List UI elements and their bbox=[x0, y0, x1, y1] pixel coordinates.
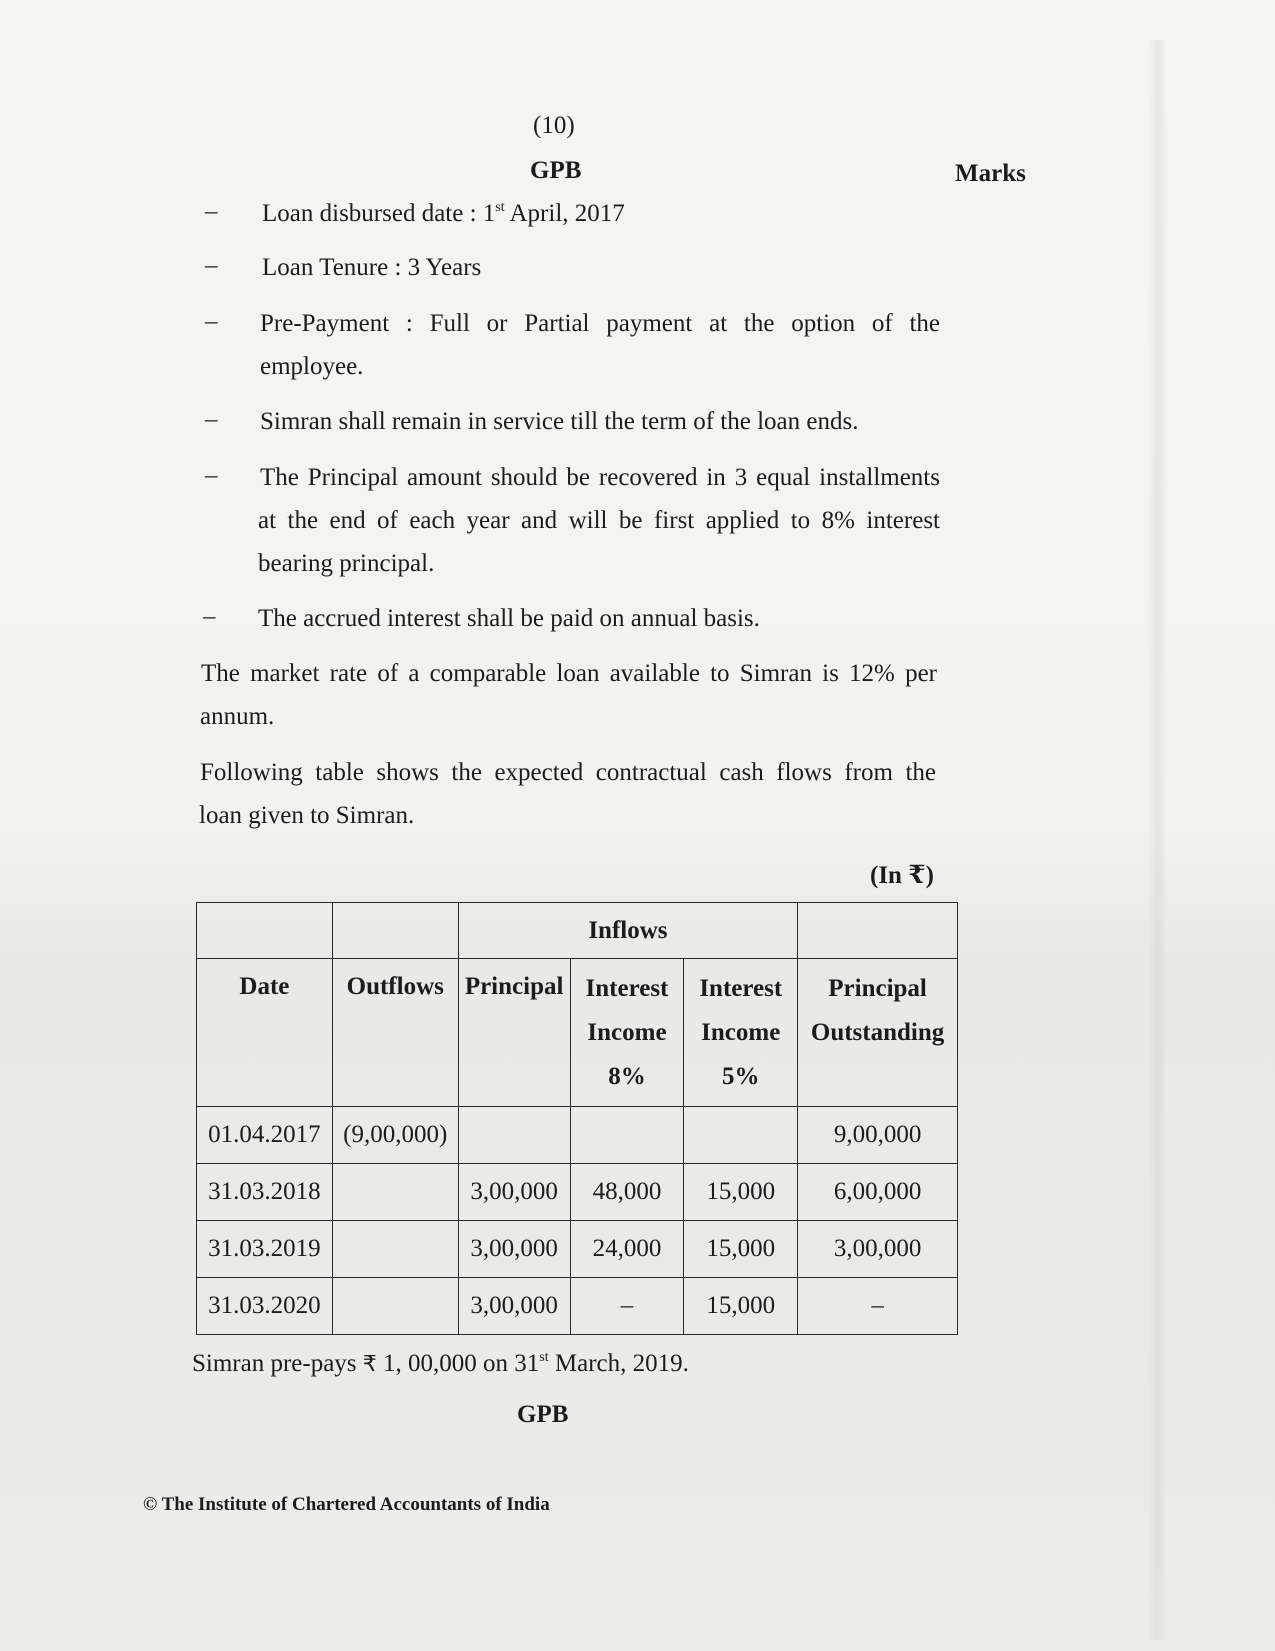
bullet-dash: – bbox=[205, 252, 218, 279]
empty-header-cell bbox=[798, 903, 958, 959]
header-text: Outflows bbox=[346, 973, 444, 1000]
cell-outflows bbox=[332, 1164, 458, 1221]
cell-date: 31.03.2018 bbox=[197, 1164, 333, 1221]
term-disbursed-date bbox=[262, 192, 625, 235]
term-principal-line1: The Principal amount should be recovered in 3 equal installments bbox=[260, 464, 940, 491]
table-row bbox=[197, 1221, 958, 1278]
term-text: April, 2017 bbox=[504, 200, 625, 227]
header-text: 8% bbox=[608, 1063, 646, 1090]
term-service: Simran shall remain in service till the term of the loan ends. bbox=[260, 408, 859, 435]
rupee-symbol: ₹ bbox=[362, 1352, 377, 1377]
cell-interest-8: 24,000 bbox=[570, 1221, 684, 1278]
header-text: Income bbox=[701, 1019, 781, 1046]
bullet-dash: – bbox=[205, 462, 218, 489]
note-text: Simran pre-pays bbox=[192, 1350, 363, 1377]
header-text: Interest bbox=[585, 975, 669, 1002]
term-prepayment-line2: employee. bbox=[260, 353, 364, 380]
table-intro-line2: loan given to Simran. bbox=[199, 802, 415, 829]
cell-outstanding: 9,00,000 bbox=[798, 1107, 958, 1164]
marks-label: Marks bbox=[955, 160, 1026, 187]
cell-interest-8 bbox=[570, 1107, 684, 1164]
header-text: Outstanding bbox=[810, 1019, 945, 1046]
bullet-dash: – bbox=[205, 308, 218, 335]
cell-date: 31.03.2020 bbox=[197, 1278, 333, 1335]
header-principal bbox=[458, 959, 570, 1107]
bullet-dash: – bbox=[203, 603, 216, 630]
header-text: Income bbox=[587, 1019, 667, 1046]
copyright-notice: © The Institute of Chartered Accountants of India bbox=[143, 1494, 550, 1515]
header-text: Date bbox=[239, 973, 290, 1000]
cell-principal: 3,00,000 bbox=[458, 1221, 570, 1278]
cell-interest-8: 48,000 bbox=[570, 1164, 684, 1221]
bullet-dash: – bbox=[205, 198, 218, 225]
superscript: st bbox=[539, 1350, 549, 1365]
cell-interest-8: – bbox=[570, 1278, 684, 1335]
inflows-header: Inflows bbox=[458, 903, 797, 959]
paper-code-bottom: GPB bbox=[517, 1401, 569, 1428]
cell-outflows bbox=[332, 1278, 458, 1335]
cell-outstanding: 6,00,000 bbox=[798, 1164, 958, 1221]
cell-interest-5: 15,000 bbox=[684, 1164, 798, 1221]
cell-principal: 3,00,000 bbox=[458, 1164, 570, 1221]
header-text: 5% bbox=[722, 1063, 760, 1090]
cell-principal: 3,00,000 bbox=[458, 1278, 570, 1335]
cell-interest-5: 15,000 bbox=[684, 1278, 798, 1335]
note-text: 1, 00,000 on 31 bbox=[376, 1350, 540, 1377]
cell-interest-5: 15,000 bbox=[684, 1221, 798, 1278]
superscript: st bbox=[495, 200, 505, 215]
cell-date: 01.04.2017 bbox=[197, 1107, 333, 1164]
table-row bbox=[197, 1107, 958, 1164]
cell-outstanding: – bbox=[798, 1278, 958, 1335]
cell-outstanding: 3,00,000 bbox=[798, 1221, 958, 1278]
table-row bbox=[197, 1278, 958, 1335]
market-rate-line2: annum. bbox=[200, 703, 275, 730]
term-text: Loan disbursed date : 1 bbox=[262, 200, 496, 227]
table-group-header-row bbox=[197, 903, 958, 959]
header-interest-8 bbox=[570, 959, 684, 1107]
header-text: Principal bbox=[828, 975, 927, 1002]
header-text: Interest bbox=[699, 975, 783, 1002]
bullet-dash: – bbox=[205, 406, 218, 433]
table-intro-line1: Following table shows the expected contractual cash flows from the bbox=[200, 759, 936, 786]
cell-principal bbox=[458, 1107, 570, 1164]
header-date bbox=[197, 959, 333, 1107]
table-header-row bbox=[197, 959, 958, 1107]
header-text: Principal bbox=[464, 973, 564, 1000]
term-prepayment-line1: Pre-Payment : Full or Partial payment at the option of the bbox=[260, 310, 940, 337]
cell-outflows bbox=[332, 1221, 458, 1278]
table-unit: (In ₹) bbox=[870, 862, 934, 889]
empty-header-cell bbox=[197, 903, 333, 959]
cell-interest-5 bbox=[684, 1107, 798, 1164]
page-number: (10) bbox=[533, 112, 575, 139]
market-rate-line1: The market rate of a comparable loan available to Simran is 12% per bbox=[201, 660, 937, 687]
note-text: March, 2019. bbox=[548, 1350, 689, 1377]
page-edge-shadow bbox=[1147, 40, 1165, 1640]
header-interest-5 bbox=[684, 959, 798, 1107]
term-accrued-interest: The accrued interest shall be paid on annual basis. bbox=[258, 605, 760, 632]
cell-date: 31.03.2019 bbox=[197, 1221, 333, 1278]
table-row bbox=[197, 1164, 958, 1221]
paper-code-top: GPB bbox=[530, 157, 582, 184]
cash-flow-table bbox=[196, 902, 958, 1335]
term-principal-line2: at the end of each year and will be first applied to 8% interest bbox=[258, 507, 940, 534]
empty-header-cell bbox=[332, 903, 458, 959]
term-loan-tenure: Loan Tenure : 3 Years bbox=[262, 254, 482, 281]
header-outflows bbox=[332, 959, 458, 1107]
term-principal-line3: bearing principal. bbox=[258, 550, 435, 577]
prepayment-note bbox=[192, 1350, 689, 1378]
header-principal-outstanding bbox=[798, 959, 958, 1107]
cell-outflows: (9,00,000) bbox=[332, 1107, 458, 1164]
